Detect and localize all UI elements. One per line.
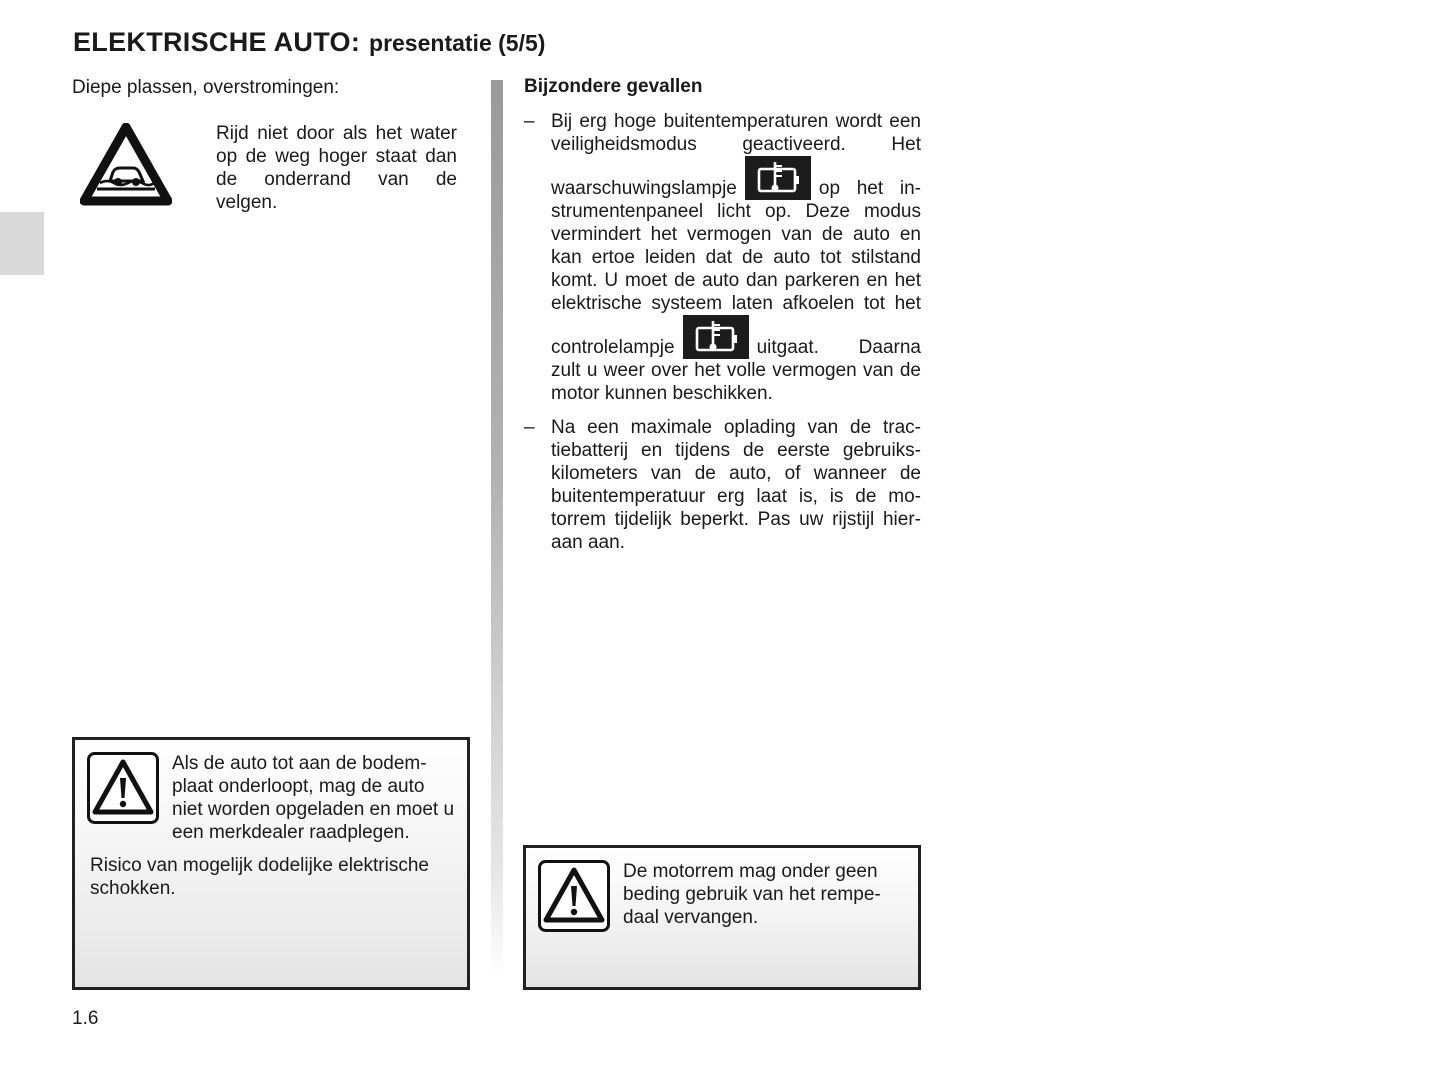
lead-text: Diepe plassen, overstromingen: [72, 77, 340, 98]
flooded-road-warning-icon [80, 123, 172, 207]
item2-text: Na een maximale oplading van de tractiebatterij en tijdens de eerste gebruikskilometers van de auto, of wanneer de buitentemperatuur erg laat is, is de motorrem tijdelijk beperkt. Pas uw rijstijl hieraan aan. [551, 417, 921, 553]
section-tab [0, 212, 44, 275]
warning-triangle-icon [538, 860, 610, 932]
battery-temperature-warning-lamp-icon [745, 156, 811, 200]
special-cases-list [524, 110, 921, 554]
warning-box-motor-brake [523, 845, 921, 990]
battery-temperature-control-lamp-icon [683, 315, 749, 359]
page-number: 1.6 [72, 1008, 99, 1029]
item1-text-part3: uitgaat. Daarna zult u weer over het volle vermogen van de motor kunnen beschikken. [551, 337, 921, 404]
flooding-warning-text: Als de auto tot aan de bodemplaat onderloopt, mag de auto niet worden opgeladen en moet u een merkdealer raadplegen. [172, 753, 455, 843]
motor-brake-warning-text: De motorrem mag onder geen beding gebruik van het rempedaal vervangen. [623, 861, 881, 928]
list-item [524, 110, 921, 405]
title-main: ELEKTRISCHE AUTO: [73, 27, 361, 57]
item1-text-part2: op het instrumentenpaneel licht op. Deze modus vermindert het vermogen van de auto en kan ertoe leiden dat de auto tot stilstand komt. U moet de auto dan parkeren en het elektrische systeem laten afkoelen tot het controlelampje [551, 178, 921, 358]
warning-box-flooding [72, 737, 470, 990]
list-item [524, 416, 921, 554]
warning-triangle-icon [87, 752, 159, 824]
page-title [73, 22, 545, 59]
column-divider [491, 80, 503, 980]
list-dash: – [524, 417, 535, 438]
item1-text-part1: Bij erg hoge buitentemperaturen wordt een veiligheidsmodus geactiveerd. Het waarschuwingslampje [551, 111, 921, 199]
water-warning-text: Rijd niet door als het water op de weg hoger staat dan de onderrand van de velgen. [216, 123, 457, 213]
special-cases-heading: Bijzondere gevallen [524, 76, 703, 97]
title-sub: presentatie (5/5) [369, 30, 546, 56]
shock-risk-text: Risico van mogelijk dodelijke elektrische schokken. [90, 855, 429, 899]
list-dash: – [524, 111, 535, 132]
